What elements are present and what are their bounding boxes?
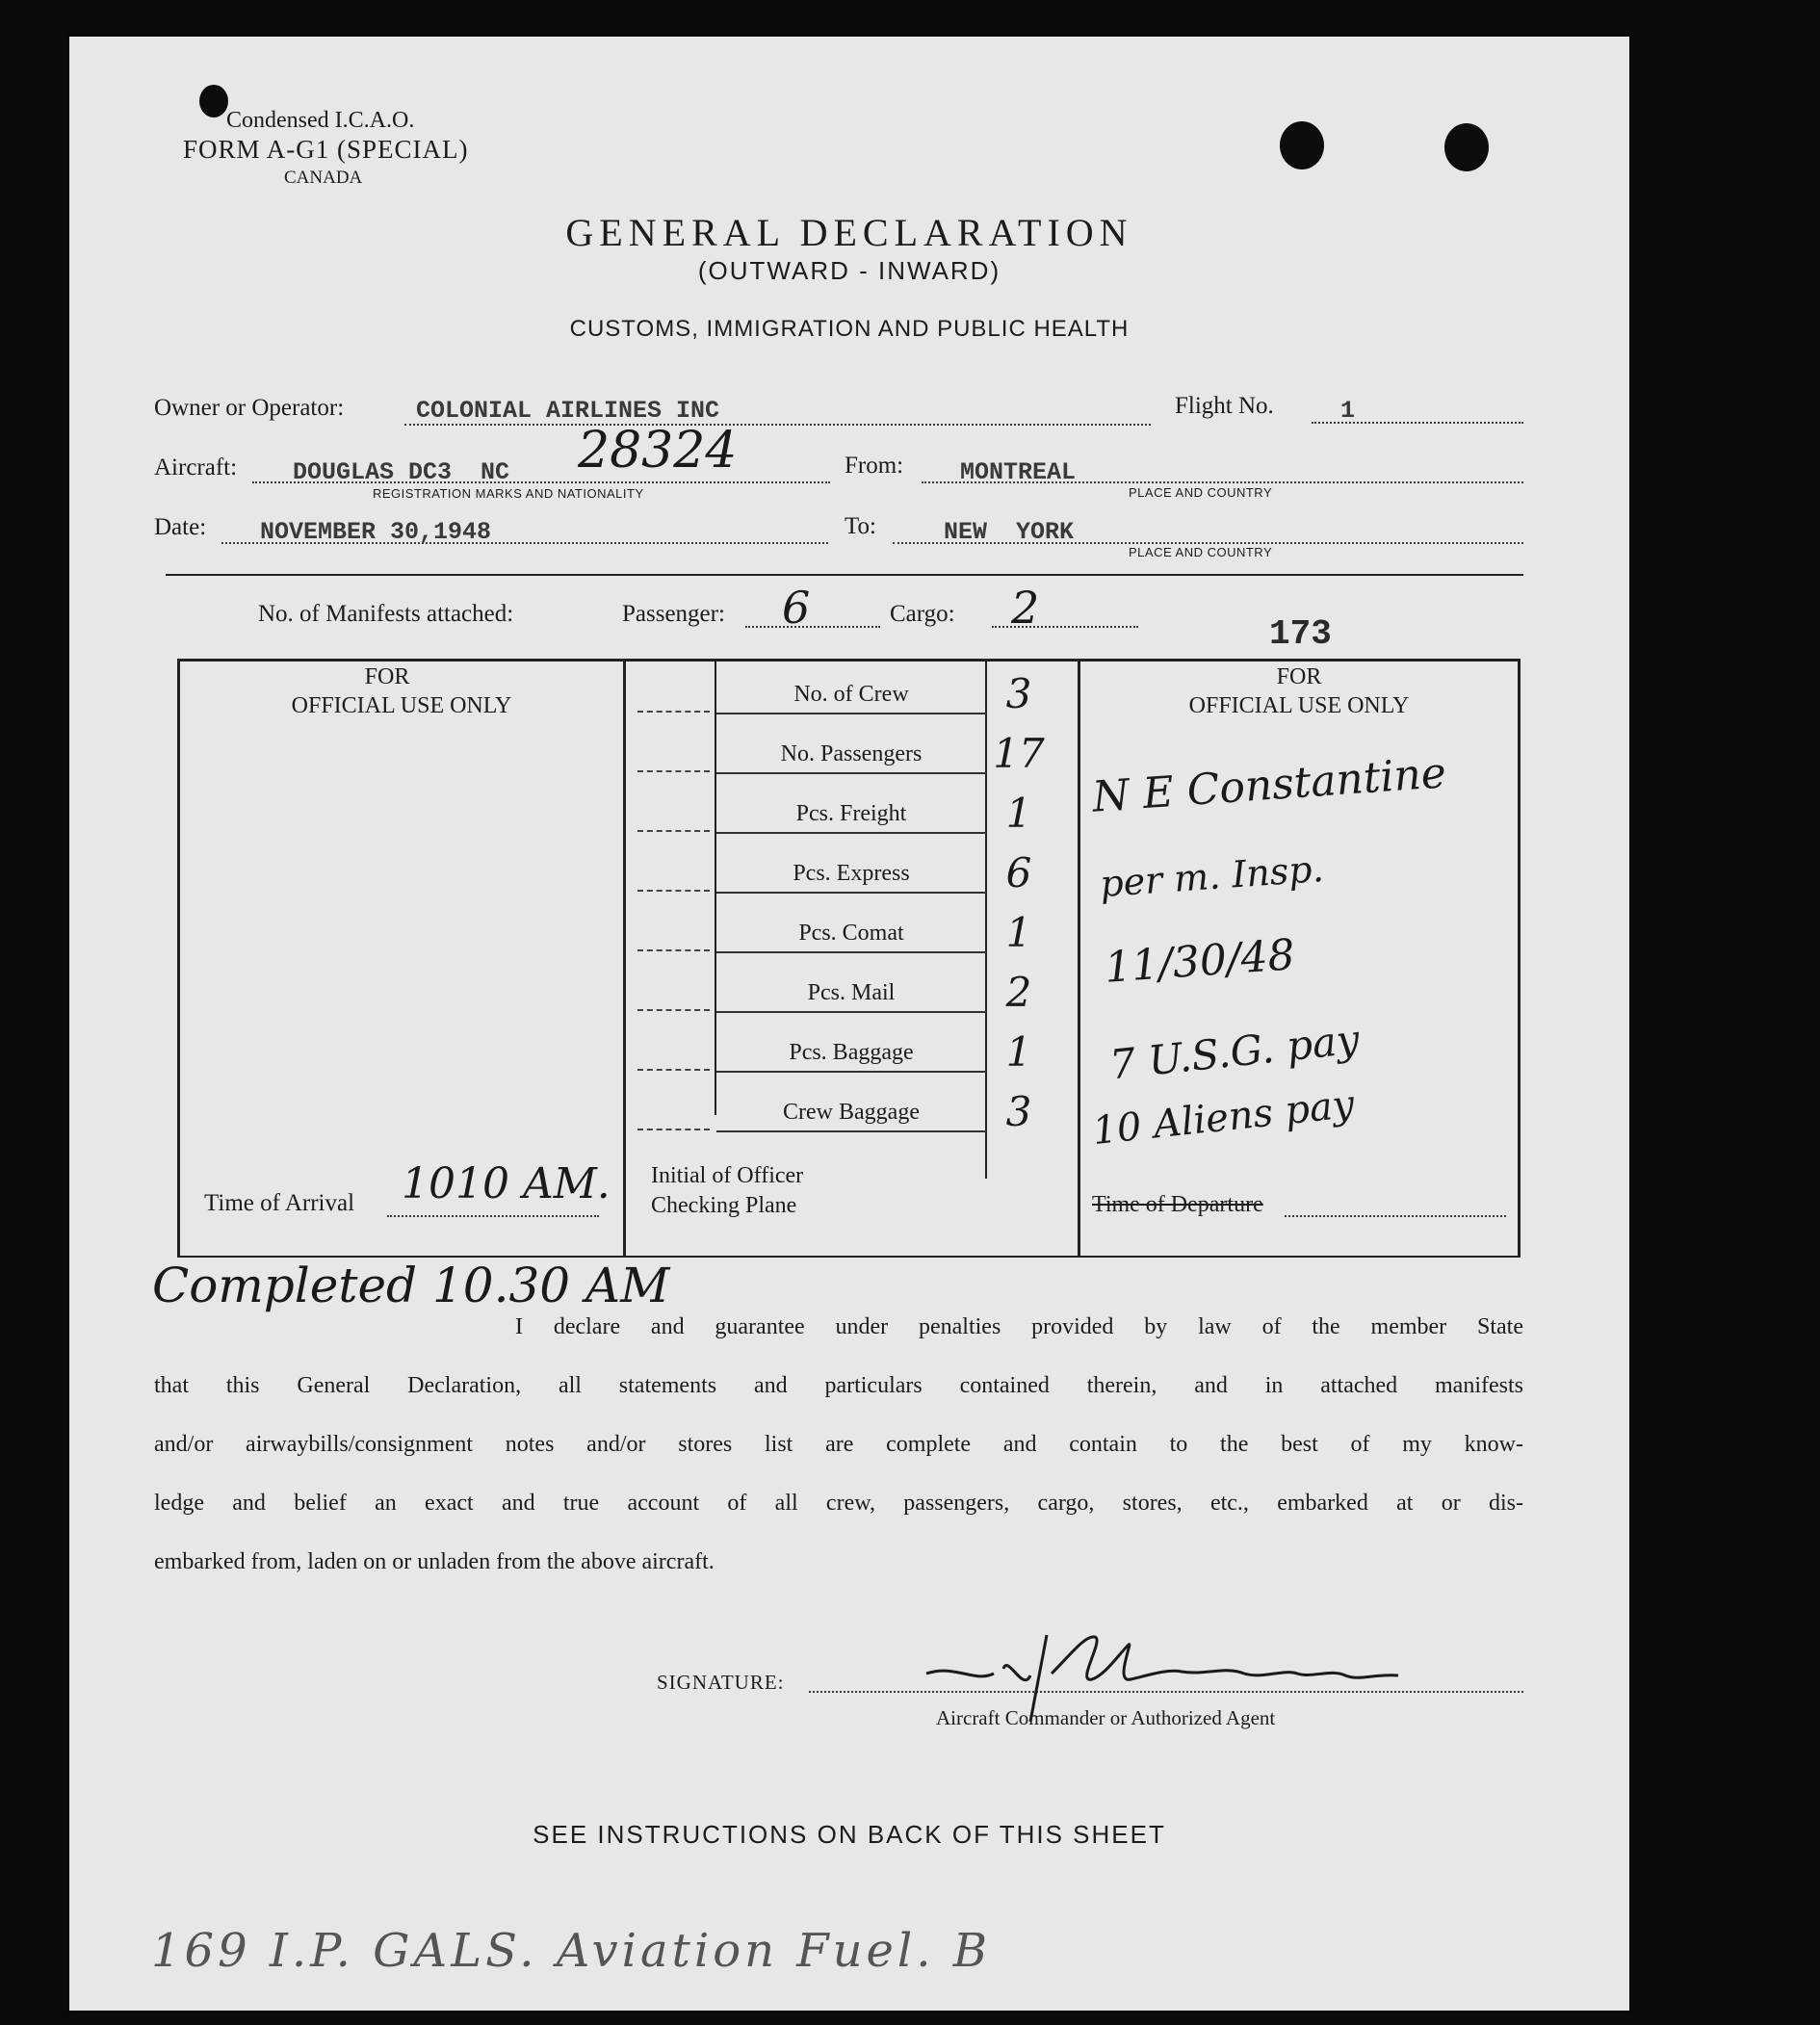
from-label: From: <box>845 453 904 479</box>
declaration-line: ledge and belief an exact and true account of all crew, passengers, cargo, stores, etc., embarked at or dis- <box>154 1491 1523 1516</box>
form-header-line3: CANADA <box>284 168 363 188</box>
row-dash <box>637 830 710 832</box>
row-underline <box>716 713 986 714</box>
to-label: To: <box>845 513 876 539</box>
stamp-number: 173 <box>1269 614 1332 654</box>
form-paper <box>69 37 1629 2011</box>
row-value: 3 <box>1005 1088 1032 1135</box>
row-label: Pcs. Mail <box>807 980 896 1005</box>
row-value: 17 <box>993 730 1045 777</box>
official-note-per: per m. Insp. <box>1098 846 1325 906</box>
table-row <box>626 662 1079 722</box>
aircraft-caption: REGISTRATION MARKS AND NATIONALITY <box>373 486 644 501</box>
manifests-passenger-value: 6 <box>782 582 811 634</box>
date-label: Date: <box>154 514 207 540</box>
form-header-line1: Condensed I.C.A.O. <box>226 108 415 133</box>
manifests-cargo-value: 2 <box>1011 582 1040 634</box>
row-label: No. Passengers <box>780 741 923 766</box>
time-arrival-line <box>387 1215 599 1217</box>
aircraft-label: Aircraft: <box>154 454 238 480</box>
bottom-handwritten-note: 169 I.P. GALS. Aviation Fuel. B <box>151 1924 992 1978</box>
declaration-line: embarked from, laden on or unladen from the above aircraft. <box>154 1549 715 1574</box>
row-label: Crew Baggage <box>783 1100 920 1125</box>
time-departure-line <box>1285 1215 1506 1217</box>
row-dash <box>637 711 710 713</box>
punch-hole <box>1444 123 1489 171</box>
aircraft-registration-handwritten: 28324 <box>578 422 738 480</box>
row-value: 1 <box>1005 1028 1032 1076</box>
row-dash <box>637 890 710 892</box>
time-arrival-value: 1010 AM. <box>402 1159 611 1208</box>
table-row <box>626 901 1079 961</box>
page-subtitle: (OUTWARD - INWARD) <box>697 256 1001 285</box>
initial-officer-line1: Initial of Officer <box>651 1163 804 1188</box>
table-row <box>626 842 1079 901</box>
time-arrival-label: Time of Arrival <box>204 1190 355 1216</box>
from-caption: PLACE AND COUNTRY <box>1129 485 1273 500</box>
owner-value: COLONIAL AIRLINES INC <box>416 397 720 425</box>
table-right-border <box>1518 659 1521 1258</box>
right-official-use: OFFICIAL USE ONLY <box>1188 693 1410 718</box>
official-note-date: 11/30/48 <box>1103 930 1297 993</box>
divider <box>166 574 1523 576</box>
manifests-passenger-label: Passenger: <box>622 601 725 627</box>
completed-note: Completed 10.30 AM <box>152 1258 670 1313</box>
row-label: No. of Crew <box>793 682 909 707</box>
row-label: Pcs. Express <box>793 861 910 886</box>
manifests-label: No. of Manifests attached: <box>258 601 514 627</box>
official-note-officer: N E Constantine <box>1090 748 1448 822</box>
row-dash <box>637 1129 710 1130</box>
row-label: Pcs. Comat <box>798 921 904 946</box>
from-value: MONTREAL <box>960 458 1077 486</box>
to-caption: PLACE AND COUNTRY <box>1129 545 1273 559</box>
right-official-for: FOR <box>1276 664 1322 689</box>
left-official-use: OFFICIAL USE ONLY <box>291 693 512 718</box>
row-underline <box>716 892 986 894</box>
owner-label: Owner or Operator: <box>154 395 345 421</box>
row-value: 1 <box>1005 790 1032 837</box>
time-departure-label: Time of Departure <box>1092 1192 1263 1217</box>
manifests-cargo-label: Cargo: <box>890 601 955 627</box>
row-label: Pcs. Freight <box>795 801 907 826</box>
page-title: GENERAL DECLARATION <box>565 211 1133 254</box>
right-official-header <box>1080 662 1518 720</box>
row-value: 2 <box>1005 969 1032 1016</box>
row-label: Pcs. Baggage <box>789 1040 914 1065</box>
initial-officer-line2: Checking Plane <box>651 1193 797 1218</box>
to-value: NEW YORK <box>944 518 1075 546</box>
instructions-note: SEE INSTRUCTIONS ON BACK OF THIS SHEET <box>533 1820 1166 1849</box>
declaration-line: that this General Declaration, all statements and particulars contained therein, and in attached manifests <box>154 1373 1523 1398</box>
form-header-line2: FORM A-G1 (SPECIAL) <box>183 135 469 164</box>
punch-hole <box>1280 121 1324 169</box>
table-left-border <box>177 659 180 1256</box>
date-value: NOVEMBER 30,1948 <box>260 518 492 546</box>
form-header <box>183 106 469 193</box>
row-underline <box>716 1011 986 1013</box>
official-note-usc: 7 U.S.G. pay <box>1107 1015 1362 1089</box>
left-official-header <box>180 662 623 720</box>
row-value: 3 <box>1005 670 1032 717</box>
initial-officer-label <box>651 1161 803 1221</box>
left-official-for: FOR <box>364 664 410 689</box>
row-underline <box>716 772 986 774</box>
table-top-border <box>177 659 1521 662</box>
row-underline <box>716 951 986 953</box>
flight-label: Flight No. <box>1175 393 1274 419</box>
row-dash <box>637 770 710 772</box>
row-value: 1 <box>1005 909 1032 956</box>
row-underline <box>716 1071 986 1073</box>
row-dash <box>637 949 710 951</box>
declaration-line: and/or airwaybills/consignment notes and/or stores list are complete and contain to the best of my know- <box>154 1432 1523 1457</box>
row-dash <box>637 1009 710 1011</box>
table-row <box>626 1021 1079 1080</box>
page-subject: CUSTOMS, IMMIGRATION AND PUBLIC HEALTH <box>569 316 1130 342</box>
signature-caption: Aircraft Commander or Authorized Agent <box>936 1706 1276 1729</box>
declaration-line: I declare and guarantee under penalties provided by law of the member State <box>515 1314 1523 1339</box>
row-value: 6 <box>1005 849 1032 896</box>
row-underline <box>716 832 986 834</box>
official-note-aliens: 10 Aliens pay <box>1090 1081 1357 1155</box>
manifests-passenger-line <box>745 626 880 628</box>
table-row <box>626 1080 1079 1140</box>
row-underline <box>716 1130 986 1132</box>
aircraft-value: DOUGLAS DC3 NC <box>293 458 510 486</box>
table-row <box>626 722 1079 782</box>
flight-value: 1 <box>1340 397 1356 425</box>
table-row <box>626 782 1079 842</box>
signature-label: SIGNATURE: <box>657 1671 785 1694</box>
table-row <box>626 961 1079 1021</box>
row-dash <box>637 1069 710 1071</box>
declaration-text <box>154 1298 1523 1592</box>
